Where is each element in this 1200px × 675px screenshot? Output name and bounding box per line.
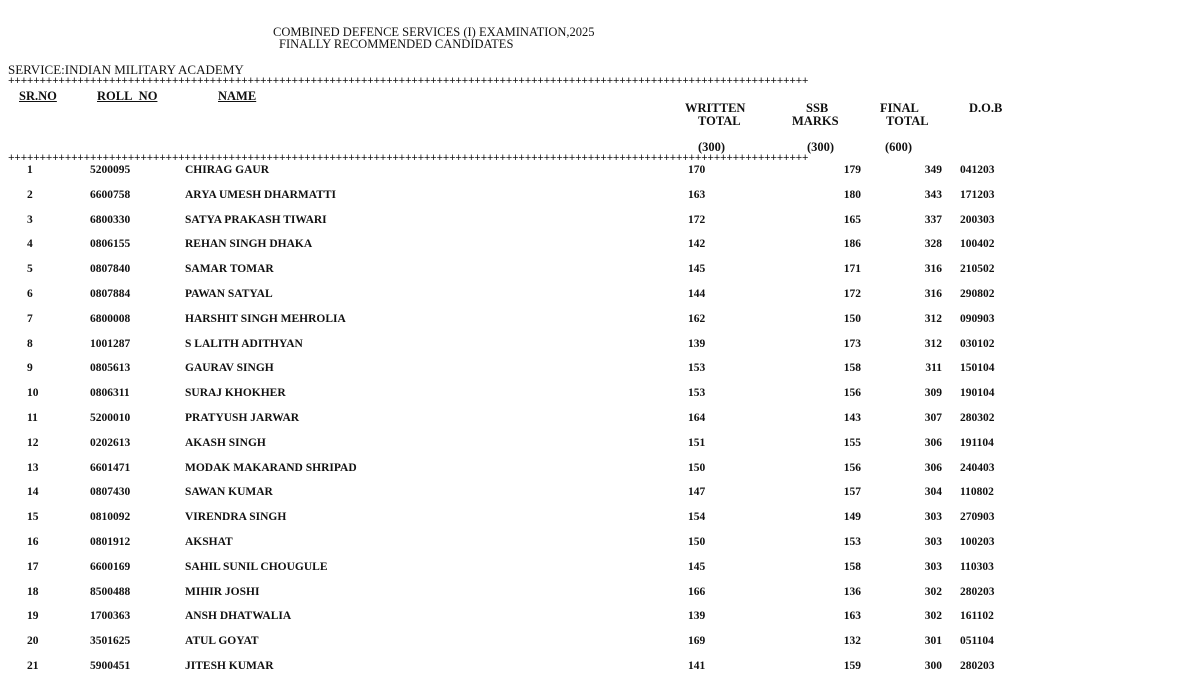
cell-roll-no: 0202613: [90, 436, 131, 449]
cell-sr-no: 1: [27, 164, 33, 176]
cell-ssb-marks: 186: [843, 238, 861, 251]
cell-roll-no: 1700363: [90, 610, 131, 623]
cell-written-total: 163: [688, 188, 706, 201]
cell-final-total: 304: [924, 486, 942, 499]
col-max-written: (300): [698, 140, 726, 154]
cell-dob: 041203: [960, 164, 995, 176]
cell-ssb-marks: 158: [843, 362, 861, 375]
cell-roll-no: 6800330: [90, 213, 131, 226]
cell-written-total: 142: [688, 238, 706, 251]
cell-dob: 190104: [960, 387, 995, 400]
cell-final-total: 303: [924, 511, 942, 524]
cell-written-total: 150: [688, 536, 706, 548]
col-header-ssb-2: MARKS: [792, 114, 839, 128]
cell-written-total: 151: [688, 436, 706, 449]
col-header-dob: D.O.B: [969, 101, 1003, 115]
cell-sr-no: 4: [27, 238, 33, 251]
cell-sr-no: 17: [27, 560, 39, 573]
cell-roll-no: 3501625: [90, 635, 131, 648]
cell-name: ANSH DHATWALIA: [185, 610, 292, 623]
cell-sr-no: 18: [27, 585, 39, 598]
service-label: SERVICE:INDIAN MILITARY ACADEMY: [8, 62, 244, 77]
cell-name: SATYA PRAKASH TIWARI: [185, 213, 327, 226]
cell-dob: 270903: [960, 511, 995, 524]
cell-roll-no: 8500488: [90, 585, 131, 598]
cell-ssb-marks: 172: [843, 288, 861, 300]
cell-roll-no: 0805613: [90, 362, 131, 375]
cell-sr-no: 3: [27, 213, 33, 226]
cell-roll-no: 6601471: [90, 461, 131, 474]
cell-final-total: 301: [924, 635, 942, 648]
cell-name: SAHIL SUNIL CHOUGULE: [185, 560, 328, 573]
cell-roll-no: 0801912: [90, 536, 131, 548]
cell-name: MIHIR JOSHI: [185, 585, 260, 598]
cell-name: SURAJ KHOKHER: [185, 387, 286, 400]
cell-sr-no: 16: [27, 536, 39, 548]
cell-dob: 110802: [960, 486, 994, 499]
document-title: COMBINED DEFENCE SERVICES (I) EXAMINATION,2025: [273, 25, 595, 39]
cell-final-total: 337: [924, 213, 942, 226]
separator-header: +++++++++++++++++++++++++++++++++++++++++++++++++++++++++++++++++++++++++++++++++++++++++++++++++++++++++++++++++++++++++++++++: [8, 153, 809, 165]
cell-final-total: 306: [924, 461, 942, 474]
cell-name: AKASH SINGH: [185, 436, 266, 449]
cell-final-total: 316: [924, 263, 942, 276]
cell-roll-no: 6600169: [90, 560, 131, 573]
cell-dob: 090903: [960, 312, 995, 325]
cell-dob: 110303: [960, 560, 994, 573]
cell-written-total: 170: [688, 164, 706, 176]
cell-ssb-marks: 156: [843, 461, 861, 474]
cell-sr-no: 19: [27, 610, 39, 623]
col-header-written-1: WRITTEN: [685, 101, 746, 115]
cell-dob: 240403: [960, 461, 995, 474]
cell-sr-no: 21: [27, 660, 39, 672]
cell-final-total: 343: [924, 188, 942, 201]
cell-dob: 280302: [960, 412, 995, 424]
cell-name: VIRENDRA SINGH: [185, 511, 287, 524]
cell-written-total: 162: [688, 312, 706, 325]
cell-roll-no: 6600758: [90, 188, 131, 201]
separator-top: +++++++++++++++++++++++++++++++++++++++++++++++++++++++++++++++++++++++++++++++++++++++++++++++++++++++++++++++++++++++++++++++: [8, 76, 809, 88]
cell-name: PAWAN SATYAL: [185, 288, 273, 300]
cell-roll-no: 0806311: [90, 387, 130, 400]
cell-written-total: 172: [688, 213, 706, 226]
col-max-ssb: (300): [807, 140, 835, 154]
cell-final-total: 303: [924, 536, 942, 548]
cell-sr-no: 5: [27, 263, 33, 276]
cell-written-total: 153: [688, 387, 706, 400]
cell-roll-no: 5200010: [90, 412, 131, 424]
cell-final-total: 328: [924, 238, 942, 251]
cell-final-total: 312: [924, 312, 942, 325]
cell-sr-no: 11: [27, 412, 38, 424]
cell-sr-no: 13: [27, 461, 39, 474]
cell-ssb-marks: 132: [843, 635, 861, 648]
cell-written-total: 139: [688, 610, 706, 623]
cell-sr-no: 8: [27, 337, 33, 350]
cell-ssb-marks: 136: [843, 585, 861, 598]
cell-final-total: 302: [924, 585, 942, 598]
cell-name: HARSHIT SINGH MEHROLIA: [185, 312, 346, 325]
cell-dob: 200303: [960, 213, 995, 226]
cell-name: S LALITH ADITHYAN: [185, 337, 303, 350]
cell-written-total: 150: [688, 461, 706, 474]
cell-sr-no: 9: [27, 362, 33, 375]
cell-final-total: 306: [924, 436, 942, 449]
cell-ssb-marks: 180: [843, 188, 861, 201]
col-header-ssb-1: SSB: [806, 101, 829, 115]
cell-sr-no: 15: [27, 511, 39, 524]
cell-final-total: 312: [924, 337, 942, 350]
cell-name: REHAN SINGH DHAKA: [185, 238, 313, 251]
cell-name: PRATYUSH JARWAR: [185, 412, 300, 424]
cell-name: ATUL GOYAT: [185, 635, 259, 648]
cell-dob: 280203: [960, 660, 995, 672]
cell-dob: 100402: [960, 238, 995, 251]
cell-sr-no: 20: [27, 635, 39, 648]
cell-written-total: 145: [688, 263, 706, 276]
col-header-sr-no: SR.NO: [19, 89, 57, 103]
cell-dob: 171203: [960, 188, 995, 201]
col-header-roll-no: ROLL_NO: [97, 89, 158, 103]
cell-final-total: 300: [924, 660, 942, 672]
cell-ssb-marks: 165: [843, 213, 861, 226]
cell-written-total: 164: [688, 412, 706, 424]
cell-dob: 290802: [960, 288, 995, 300]
cell-final-total: 307: [924, 412, 942, 424]
cell-ssb-marks: 155: [843, 436, 861, 449]
cell-written-total: 166: [688, 585, 706, 598]
col-header-written-2: TOTAL: [698, 114, 741, 128]
cell-written-total: 144: [688, 288, 706, 300]
cell-ssb-marks: 159: [843, 660, 861, 672]
cell-final-total: 311: [925, 362, 942, 375]
cell-ssb-marks: 171: [843, 263, 861, 276]
cell-roll-no: 0807840: [90, 263, 131, 276]
cell-roll-no: 0806155: [90, 238, 131, 251]
cell-final-total: 349: [924, 164, 942, 176]
cell-name: AKSHAT: [185, 536, 233, 548]
cell-sr-no: 10: [27, 387, 39, 400]
cell-final-total: 316: [924, 288, 942, 300]
cell-name: MODAK MAKARAND SHRIPAD: [185, 461, 357, 474]
cell-sr-no: 2: [27, 188, 33, 201]
cell-ssb-marks: 143: [843, 412, 861, 424]
cell-written-total: 145: [688, 560, 706, 573]
cell-dob: 030102: [960, 337, 995, 350]
cell-ssb-marks: 150: [843, 312, 861, 325]
cell-sr-no: 12: [27, 436, 39, 449]
cell-written-total: 154: [688, 511, 706, 524]
cell-roll-no: 1001287: [90, 337, 131, 350]
cell-ssb-marks: 153: [843, 536, 861, 548]
col-header-name: NAME: [218, 89, 257, 103]
cell-final-total: 302: [924, 610, 942, 623]
cell-sr-no: 6: [27, 288, 33, 300]
cell-dob: 100203: [960, 536, 995, 548]
cell-sr-no: 7: [27, 312, 33, 325]
cell-name: ARYA UMESH DHARMATTI: [185, 188, 337, 201]
cell-dob: 161102: [960, 610, 994, 623]
cell-written-total: 169: [688, 635, 706, 648]
cell-ssb-marks: 149: [843, 511, 861, 524]
cell-ssb-marks: 158: [843, 560, 861, 573]
cell-name: SAWAN KUMAR: [185, 486, 273, 499]
cell-dob: 150104: [960, 362, 995, 375]
cell-name: GAURAV SINGH: [185, 362, 274, 375]
cell-dob: 210502: [960, 263, 995, 276]
col-header-final-2: TOTAL: [886, 114, 929, 128]
cell-ssb-marks: 163: [843, 610, 861, 623]
cell-roll-no: 6800008: [90, 312, 131, 325]
cell-ssb-marks: 157: [843, 486, 861, 499]
cell-written-total: 139: [688, 337, 706, 350]
cell-final-total: 303: [924, 560, 942, 573]
cell-roll-no: 0810092: [90, 511, 131, 524]
col-header-final-1: FINAL: [880, 101, 919, 115]
cell-written-total: 153: [688, 362, 706, 375]
cell-ssb-marks: 179: [843, 164, 861, 176]
col-max-final: (600): [885, 140, 913, 154]
cell-ssb-marks: 173: [843, 337, 861, 350]
cell-roll-no: 5900451: [90, 660, 131, 672]
cell-name: CHIRAG GAUR: [185, 164, 270, 176]
cell-dob: 280203: [960, 585, 995, 598]
document-subtitle: FINALLY RECOMMENDED CANDIDATES: [279, 37, 514, 51]
cell-ssb-marks: 156: [843, 387, 861, 400]
cell-roll-no: 0807430: [90, 486, 131, 499]
cell-dob: 051104: [960, 635, 994, 648]
cell-written-total: 141: [688, 660, 706, 672]
cell-name: JITESH KUMAR: [185, 660, 274, 672]
cell-dob: 191104: [960, 436, 994, 449]
cell-roll-no: 5200095: [90, 164, 131, 176]
cell-final-total: 309: [924, 387, 942, 400]
cell-sr-no: 14: [27, 486, 39, 499]
cell-written-total: 147: [688, 486, 706, 499]
cell-roll-no: 0807884: [90, 288, 131, 300]
cell-name: SAMAR TOMAR: [185, 263, 274, 276]
